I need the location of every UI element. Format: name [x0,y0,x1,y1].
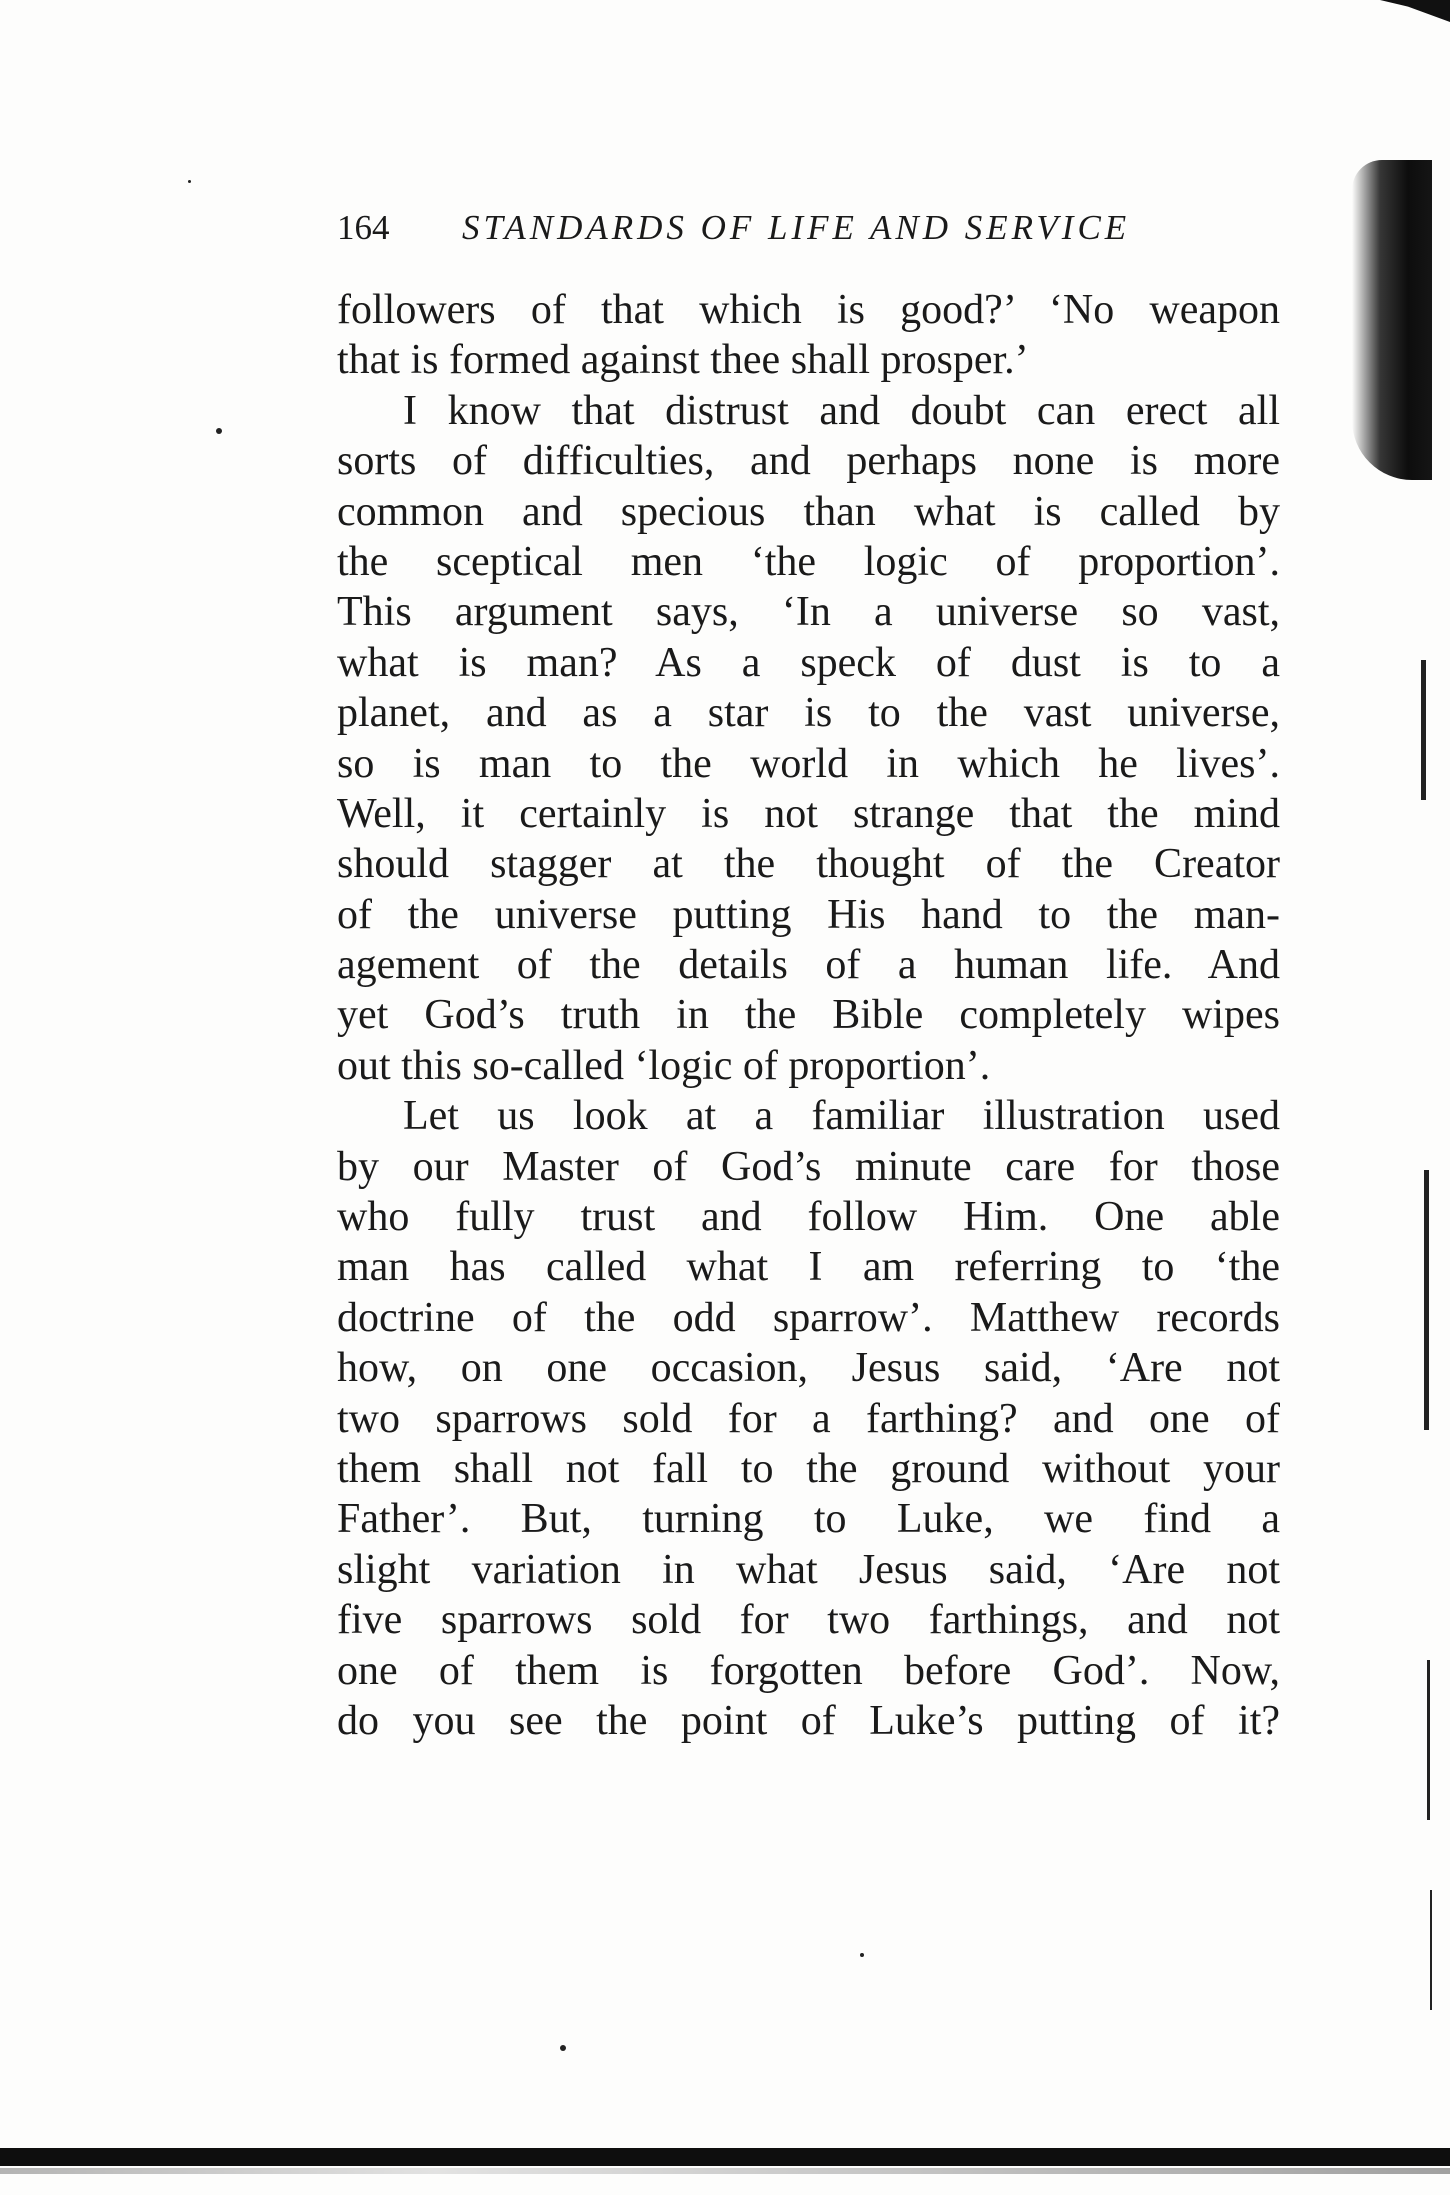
text-line: doctrine of the odd sparrow’. Matthew records [337,1294,1280,1341]
text-line: This argument says, ‘In a universe so vast, [337,589,1280,636]
text-line: man has called what I am referring to ‘the [337,1244,1280,1291]
text-line: them shall not fall to the ground without your [337,1445,1280,1492]
text-line: agement of the details of a human life. And [337,942,1280,989]
binding-line-3 [1427,1660,1430,1820]
text-line: how, on one occasion, Jesus said, ‘Are not [337,1345,1280,1392]
scan-speck-3 [860,1953,864,1957]
binding-edge-top [1380,0,1450,22]
text-line: the sceptical men ‘the logic of proportion’. [337,538,1280,585]
text-line: do you see the point of Luke’s putting of it? [337,1697,1280,1744]
scan-bottom-edge [0,2148,1450,2166]
body-text [337,285,1280,1746]
text-line: followers of that which is good?’ ‘No weapon [337,287,1280,333]
binding-line-2 [1424,1170,1429,1430]
text-line: planet, and as a star is to the vast universe, [337,690,1280,737]
running-head [337,208,1167,258]
text-line: slight variation in what Jesus said, ‘Are not [337,1546,1280,1593]
text-line: what is man? As a speck of dust is to a [337,639,1280,686]
binding-shadow [1352,160,1432,480]
text-line: out this so-called ‘logic of proportion’. [337,1042,991,1089]
text-line: of the universe putting His hand to the man- [337,891,1280,938]
scan-speck-1 [216,428,222,434]
page-number: 164 [337,208,390,247]
scan-speck-4 [188,180,191,183]
binding-line-1 [1421,660,1426,800]
text-line: yet God’s truth in the Bible completely wipes [337,992,1280,1039]
scan-bottom-noise [0,2168,1450,2174]
text-line: Well, it certainly is not strange that the mind [337,790,1280,837]
running-title: STANDARDS OF LIFE AND SERVICE [462,208,1131,247]
text-line: one of them is forgotten before God’. Now, [337,1647,1280,1694]
text-line: so is man to the world in which he lives’. [337,740,1280,787]
text-line: two sparrows sold for a farthing? and one of [337,1395,1280,1442]
text-line: that is formed against thee shall prosper.’ [337,337,1029,384]
text-line: common and specious than what is called by [337,488,1280,535]
paragraph-first-line: Let us look at a familiar illustration used [403,1093,1280,1140]
text-line: Father’. But, turning to Luke, we find a [337,1496,1280,1543]
text-line: who fully trust and follow Him. One able [337,1194,1280,1241]
text-line: should stagger at the thought of the Creator [337,841,1280,888]
paragraph-first-line: I know that distrust and doubt can erect all [403,387,1280,434]
text-line: by our Master of God’s minute care for those [337,1143,1280,1190]
text-line: sorts of difficulties, and perhaps none is more [337,438,1280,485]
text-line: five sparrows sold for two farthings, and not [337,1597,1280,1644]
binding-line-4 [1430,1890,1432,2010]
scan-speck-2 [560,2045,566,2051]
